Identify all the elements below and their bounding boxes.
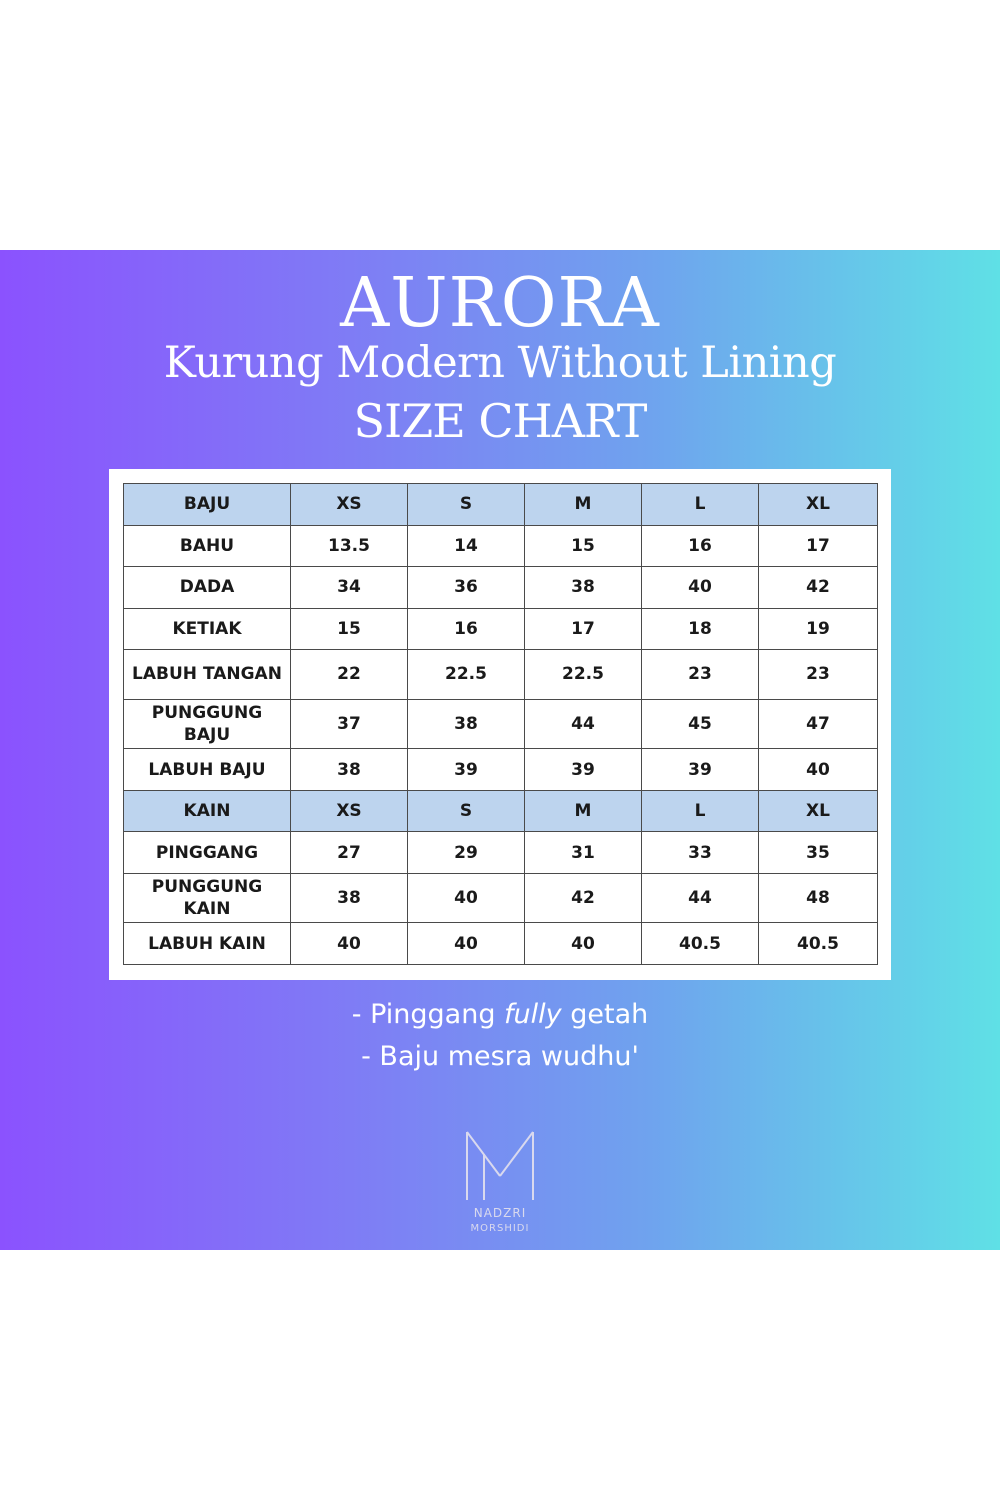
table-row <box>124 699 878 749</box>
size-chart-label: SIZE CHART <box>353 394 647 448</box>
size-chart-banner <box>0 250 1000 1250</box>
kain-header-row <box>124 790 878 832</box>
measurement-label-cell: LABUH TANGAN <box>124 650 291 700</box>
measurement-value-cell: 40.5 <box>759 923 878 965</box>
measurement-label-cell: BAHU <box>124 525 291 567</box>
size-header-cell: XS <box>291 790 408 832</box>
measurement-value-cell: 42 <box>759 567 878 609</box>
size-header-cell: L <box>642 484 759 526</box>
table-row <box>124 832 878 874</box>
measurement-value-cell: 47 <box>759 699 878 749</box>
table-row <box>124 749 878 791</box>
table-row <box>124 650 878 700</box>
measurement-value-cell: 29 <box>408 832 525 874</box>
measurement-value-cell: 42 <box>525 873 642 923</box>
measurement-value-cell: 22.5 <box>525 650 642 700</box>
measurement-label-cell: KETIAK <box>124 608 291 650</box>
measurement-label-cell: DADA <box>124 567 291 609</box>
size-header-cell: S <box>408 484 525 526</box>
size-header-cell: L <box>642 790 759 832</box>
size-header-cell: S <box>408 790 525 832</box>
baju-header-row <box>124 484 878 526</box>
product-subtitle: Kurung Modern Without Lining <box>163 338 837 388</box>
note-waist-prefix: - Pinggang <box>351 999 505 1030</box>
measurement-value-cell: 16 <box>408 608 525 650</box>
measurement-value-cell: 19 <box>759 608 878 650</box>
brand-surname: MORSHIDI <box>470 1223 530 1234</box>
section-header-cell: BAJU <box>124 484 291 526</box>
measurement-value-cell: 37 <box>291 699 408 749</box>
note-wudhu: - Baju mesra wudhu' <box>361 1041 639 1072</box>
page-title: AURORA <box>340 264 660 343</box>
measurement-value-cell: 23 <box>759 650 878 700</box>
measurement-value-cell: 36 <box>408 567 525 609</box>
measurement-value-cell: 40 <box>642 567 759 609</box>
measurement-value-cell: 40 <box>408 923 525 965</box>
measurement-value-cell: 44 <box>642 873 759 923</box>
measurement-value-cell: 34 <box>291 567 408 609</box>
measurement-label-cell: PINGGANG <box>124 832 291 874</box>
table-row <box>124 567 878 609</box>
measurement-value-cell: 15 <box>291 608 408 650</box>
measurement-value-cell: 13.5 <box>291 525 408 567</box>
measurement-value-cell: 15 <box>525 525 642 567</box>
table-row <box>124 873 878 923</box>
measurement-value-cell: 38 <box>525 567 642 609</box>
measurement-label-cell: LABUH BAJU <box>124 749 291 791</box>
measurement-value-cell: 33 <box>642 832 759 874</box>
brand-logo <box>450 1130 550 1240</box>
measurement-value-cell: 17 <box>759 525 878 567</box>
table-row <box>124 608 878 650</box>
measurement-value-cell: 17 <box>525 608 642 650</box>
table-card <box>109 469 891 980</box>
size-header-cell: M <box>525 484 642 526</box>
measurement-value-cell: 48 <box>759 873 878 923</box>
size-header-cell: XL <box>759 484 878 526</box>
size-header-cell: XL <box>759 790 878 832</box>
brand-name: NADZRI <box>473 1206 527 1220</box>
note-waist-emphasis: fully <box>504 999 562 1030</box>
size-header-cell: M <box>525 790 642 832</box>
measurement-value-cell: 40 <box>291 923 408 965</box>
measurement-value-cell: 16 <box>642 525 759 567</box>
section-header-cell: KAIN <box>124 790 291 832</box>
measurement-value-cell: 39 <box>408 749 525 791</box>
note-waist <box>0 995 1000 1035</box>
measurement-value-cell: 31 <box>525 832 642 874</box>
measurement-value-cell: 22.5 <box>408 650 525 700</box>
measurement-label-cell: LABUH KAIN <box>124 923 291 965</box>
measurement-value-cell: 23 <box>642 650 759 700</box>
table-row <box>124 923 878 965</box>
measurement-value-cell: 22 <box>291 650 408 700</box>
measurement-value-cell: 38 <box>291 873 408 923</box>
measurement-value-cell: 35 <box>759 832 878 874</box>
measurement-value-cell: 38 <box>408 699 525 749</box>
measurement-label-cell: PUNGGUNG KAIN <box>124 873 291 923</box>
measurement-value-cell: 40 <box>525 923 642 965</box>
measurement-value-cell: 40 <box>408 873 525 923</box>
note-waist-suffix: getah <box>561 999 649 1030</box>
size-table <box>123 483 878 965</box>
measurement-value-cell: 38 <box>291 749 408 791</box>
measurement-value-cell: 39 <box>525 749 642 791</box>
measurement-value-cell: 27 <box>291 832 408 874</box>
measurement-value-cell: 40.5 <box>642 923 759 965</box>
table-row <box>124 525 878 567</box>
measurement-value-cell: 39 <box>642 749 759 791</box>
measurement-value-cell: 18 <box>642 608 759 650</box>
measurement-value-cell: 44 <box>525 699 642 749</box>
measurement-label-cell: PUNGGUNG BAJU <box>124 699 291 749</box>
nm-monogram-icon <box>464 1130 536 1202</box>
measurement-value-cell: 40 <box>759 749 878 791</box>
size-header-cell: XS <box>291 484 408 526</box>
measurement-value-cell: 14 <box>408 525 525 567</box>
measurement-value-cell: 45 <box>642 699 759 749</box>
